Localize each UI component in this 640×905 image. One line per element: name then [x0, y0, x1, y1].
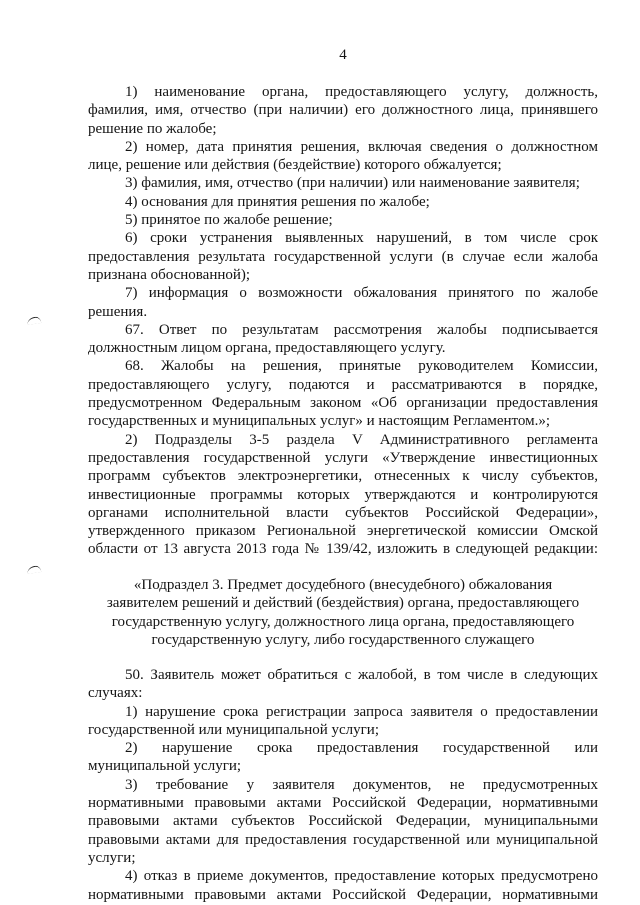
- heading-text: [88, 576, 598, 649]
- heading-line: государственную услугу, либо государственного служащего: [151, 631, 535, 648]
- paragraph-line: области от 13 августа 2013 года № 139/42, изложить в следующей редакции:: [88, 541, 598, 558]
- heading-line: заявителем решений и действий (бездействия) органа, предоставляющего: [106, 595, 580, 612]
- paragraph: [88, 174, 598, 192]
- paragraph-line: государственных и муниципальных услуг» и настоящим Регламентом.»;: [88, 413, 551, 430]
- paragraph-line: 68. Жалобы на решения, принятые руководителем Комиссии,: [125, 358, 598, 375]
- paragraph-line: органами исполнительной власти субъектов Российской Федерации»,: [88, 504, 598, 521]
- paragraph-line: решения.: [88, 303, 148, 320]
- paragraph: [88, 83, 598, 138]
- paragraph-line: решение по жалобе;: [88, 120, 217, 137]
- paragraph-line: должностным лицом органа, предоставляющего услугу.: [88, 340, 446, 357]
- paragraph-line: предоставления результата государственной услуги (в случае если жалоба: [88, 248, 598, 265]
- margin-mark: [27, 316, 42, 325]
- paragraph-line: нормативными правовыми актами Российской Федерации, нормативными: [88, 886, 598, 903]
- paragraph-line: 6) сроки устранения выявленных нарушений, в том числе срок: [125, 230, 598, 247]
- paragraph: [88, 321, 598, 358]
- page-number: 4: [339, 47, 347, 63]
- paragraph-line: признана обоснованной);: [88, 266, 251, 283]
- paragraph-line: случаях:: [88, 685, 143, 702]
- paragraph: [88, 138, 598, 175]
- paragraph: [88, 229, 598, 284]
- paragraph: [88, 431, 598, 559]
- paragraph-line: 1) нарушение срока регистрации запроса заявителя о предоставлении: [125, 703, 598, 720]
- paragraph: [88, 193, 598, 211]
- paragraph-line: утвержденного приказом Региональной энергетической комиссии Омской: [88, 523, 598, 540]
- paragraph-line: 3) требование у заявителя документов, не предусмотренных: [125, 776, 598, 793]
- heading-line: «Подраздел 3. Предмет досудебного (внесудебного) обжалования: [133, 577, 553, 593]
- margin-mark: [27, 565, 42, 574]
- paragraph-line: инвестиционные программы которых утверждаются и контролируются: [88, 486, 598, 503]
- paragraph-line: предусмотренном Федеральным законом «Об организации предоставления: [88, 395, 598, 412]
- paragraph-line: программ субъектов электроэнергетики, отнесенных к числу субъектов,: [88, 468, 598, 485]
- paragraph: [88, 739, 598, 776]
- paragraph-line: муниципальной услуги;: [88, 758, 242, 775]
- subsection-heading: [88, 576, 598, 649]
- paragraph-line: государственной или муниципальной услуги;: [88, 721, 379, 738]
- paragraph-line: нормативными правовыми актами Российской Федерации, нормативными: [88, 795, 598, 812]
- paragraph-line: 4) отказ в приеме документов, предоставление которых предусмотрено: [125, 868, 598, 885]
- paragraph-line: фамилия, имя, отчество (при наличии) его должностного лица, принявшего: [88, 102, 598, 119]
- paragraph: [88, 357, 598, 430]
- paragraph: [88, 867, 598, 904]
- paragraph: [88, 703, 598, 740]
- paragraph-line: предоставляющего услугу, подаются и рассматриваются в порядке,: [88, 376, 598, 393]
- paragraph: [88, 211, 598, 229]
- body-text-upper: [88, 83, 598, 559]
- paragraph-line: 7) информация о возможности обжалования принятого по жалобе: [125, 285, 598, 302]
- paragraph-line: 3) фамилия, имя, отчество (при наличии) или наименование заявителя;: [125, 175, 580, 192]
- paragraph-line: лице, решение или действия (бездействие) которого обжалуется;: [88, 157, 502, 174]
- paragraph: [88, 284, 598, 321]
- paragraph: [88, 776, 598, 867]
- paragraph-line: 67. Ответ по результатам рассмотрения жалобы подписывается: [125, 321, 598, 338]
- body-text-lower: [88, 666, 598, 904]
- paragraph: [88, 666, 598, 703]
- paragraph-line: 2) Подразделы 3-5 раздела V Административного регламента: [125, 431, 598, 448]
- paragraph-line: правовыми актами для предоставления государственной или муниципальной: [88, 831, 598, 848]
- paragraph-line: предоставления государственной услуги «Утверждение инвестиционных: [88, 449, 598, 466]
- paragraph-line: 4) основания для принятия решения по жалобе;: [125, 193, 430, 210]
- paragraph-line: услуги;: [88, 849, 136, 866]
- paragraph-line: 50. Заявитель может обратиться с жалобой, в том числе в следующих: [125, 667, 598, 683]
- paragraph-line: 1) наименование органа, предоставляющего услугу, должность,: [125, 84, 598, 100]
- heading-line: государственную услугу, должностного лица органа, предоставляющего: [111, 613, 575, 630]
- paragraph-line: 2) нарушение срока предоставления государственной или: [125, 740, 598, 757]
- paragraph-line: 2) номер, дата принятия решения, включая сведения о должностном: [125, 138, 598, 155]
- paragraph-line: правовыми актами субъектов Российской Федерации, муниципальными: [88, 813, 598, 830]
- paragraph-line: 5) принятое по жалобе решение;: [125, 212, 333, 229]
